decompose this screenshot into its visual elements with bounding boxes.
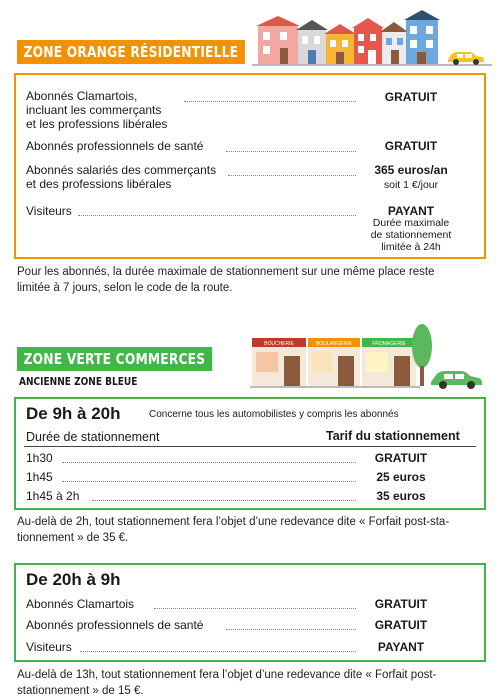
night-row-clamartois: Abonnés Clamartois [26,597,135,611]
car-icon [428,366,484,390]
night-value-visiteurs: PAYANT [377,640,425,654]
shop-sign-fromagerie: FROMAGERIE [372,341,406,347]
zone-verte-banner: ZONE VERTE COMMERCES [17,347,212,371]
shops-illustration [250,330,420,390]
orange-sub-visiteurs-2: de stationnement [370,229,452,241]
day-note [17,514,487,546]
day-price-1h45: 25 euros [376,470,426,484]
dotted-leader [226,629,356,630]
car-icon [445,48,485,66]
night-heading: De 20h à 9h [26,570,121,589]
day-price-1h30: GRATUIT [374,451,428,465]
zone-verte-subtitle: ANCIENNE ZONE BLEUE [19,375,138,388]
day-row-1h45: 1h45 [26,470,53,484]
note-line: Au-delà de 2h, tout stationnement fera l’objet d’une redevance dite « Forfait post-sta- [17,516,450,528]
orange-note [17,264,487,296]
note-line: tionnement » de 35 €. [17,532,129,544]
night-row-sante: Abonnés professionnels de santé [26,618,204,632]
orange-row-visiteurs [26,204,72,218]
row-label: Abonnés Clamartois, [26,89,138,103]
night-row-visiteurs: Visiteurs [26,640,72,654]
dotted-leader [92,500,356,501]
dotted-leader [226,151,356,152]
orange-sub-salaries: soit 1 €/jour [383,179,439,191]
note-line: limitée à 7 jours, selon le code de la route. [17,282,233,294]
day-row-1h45-2h: 1h45 à 2h [26,489,80,503]
note-line: Au-delà de 13h, tout stationnement fera l’objet d’une redevance dite « Forfait post- [17,669,437,681]
shop-sign-boulangerie: BOULANGERIE [315,341,353,347]
dotted-leader [78,215,356,216]
orange-sub-visiteurs-1: Durée maximale [372,217,450,229]
zone-orange-table [14,73,486,259]
night-note [17,667,487,699]
row-label: et des professions libérales [26,177,172,191]
dotted-leader [62,481,356,482]
orange-value-visiteurs: PAYANT [387,204,435,218]
day-row-1h30: 1h30 [26,451,53,465]
green-day-table [14,397,486,510]
row-label: Abonnés professionnels de santé [26,139,204,153]
orange-row-sante [26,139,203,153]
row-label: Visiteurs [26,204,72,218]
orange-value-salaries: 365 euros/an [374,163,448,177]
row-label: incluant les commerçants [26,103,162,117]
note-line: stationnement » de 15 €. [17,685,144,697]
shop-sign-boucherie: BOUCHERIE [264,341,294,347]
col-duration-header: Durée de stationnement [26,430,160,444]
orange-row-clamartois [26,89,167,131]
zone-orange-banner: ZONE ORANGE RÉSIDENTIELLE [17,40,245,64]
row-label: Abonnés salariés des commerçants [26,163,217,177]
header-rule [24,446,476,447]
day-concern: Concerne tous les automobilistes y compris les abonnés [149,409,399,420]
dotted-leader [184,101,356,102]
row-label: et les professions libérales [26,117,168,131]
note-line: Pour les abonnés, la durée maximale de stationnement sur une même place reste [17,266,435,278]
dotted-leader [62,462,356,463]
orange-value-clamartois: GRATUIT [384,90,438,104]
green-night-table [14,563,486,662]
orange-row-salaries [26,163,216,191]
col-tariff-header: Tarif du stationnement [326,429,460,443]
orange-value-sante: GRATUIT [384,139,438,153]
night-value-sante: GRATUIT [374,618,428,632]
dotted-leader [228,175,356,176]
orange-sub-visiteurs-3: limitée à 24h [381,241,441,253]
dotted-leader [154,608,356,609]
dotted-leader [80,651,356,652]
night-value-clamartois: GRATUIT [374,597,428,611]
day-price-1h45-2h: 35 euros [376,489,426,503]
day-heading: De 9h à 20h [26,404,121,423]
